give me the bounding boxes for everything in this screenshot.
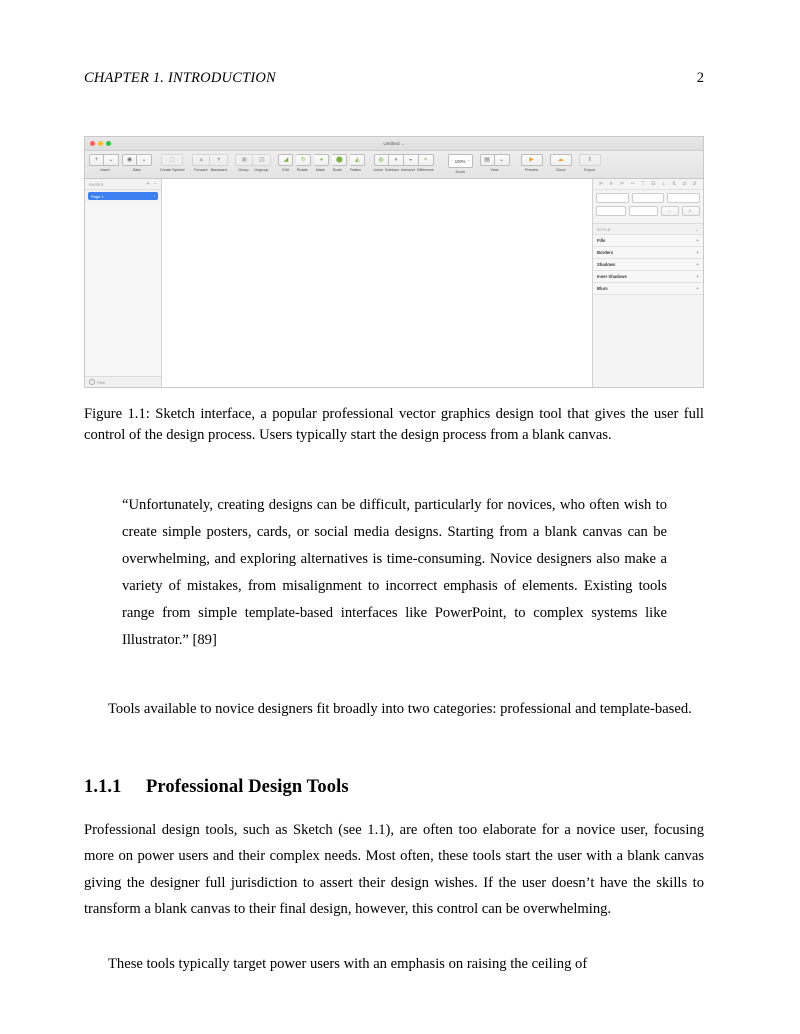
toolbar-group-arrange-labels bbox=[192, 168, 228, 172]
inspector-row-label: Borders bbox=[597, 250, 614, 255]
zoom-in-icon[interactable]: + bbox=[467, 159, 470, 163]
toolbar-group-zoom-labels bbox=[448, 170, 473, 174]
inspector-sidebar[interactable] bbox=[592, 179, 703, 387]
edit-icon: ◢ bbox=[283, 157, 289, 163]
union-button[interactable] bbox=[374, 154, 389, 166]
toolbar-group-zoom[interactable] bbox=[448, 154, 473, 174]
geometry-row-size[interactable] bbox=[596, 206, 700, 216]
y-field[interactable] bbox=[632, 193, 665, 203]
data-dropdown[interactable] bbox=[137, 154, 152, 166]
difference-icon: ◓ bbox=[423, 157, 428, 163]
mask-icon: ◕ bbox=[319, 157, 324, 163]
pages-section-title: PAGES bbox=[89, 181, 104, 187]
toolbar-label-difference: Difference bbox=[416, 167, 434, 172]
flatten-button[interactable] bbox=[350, 154, 365, 166]
flip-horizontal-button[interactable]: ⇔ bbox=[661, 206, 679, 216]
window-titlebar bbox=[85, 137, 703, 151]
group-button[interactable] bbox=[235, 154, 253, 166]
toolbar-group-grouping[interactable] bbox=[235, 154, 271, 172]
toolbar-group-grouping-labels bbox=[235, 168, 271, 172]
alignment-toolbar[interactable] bbox=[593, 179, 703, 190]
chevron-down-icon[interactable]: ⌄ bbox=[401, 141, 405, 146]
add-page-icon[interactable]: + bbox=[146, 181, 150, 187]
toolbar-label-zoom: Zoom bbox=[455, 169, 465, 174]
toolbar-label-data: Data bbox=[132, 167, 141, 172]
edit-button[interactable] bbox=[278, 154, 293, 166]
play-icon: ▶ bbox=[529, 157, 534, 163]
rotation-field[interactable] bbox=[667, 193, 700, 203]
toolbar-label-edit: Edit bbox=[282, 167, 289, 172]
intersect-icon: ◒ bbox=[408, 157, 413, 163]
ungroup-icon: ▥ bbox=[259, 157, 265, 163]
union-icon: ◍ bbox=[378, 157, 384, 163]
layers-list[interactable] bbox=[85, 202, 161, 376]
chevron-right-icon[interactable]: › bbox=[153, 194, 155, 198]
inspector-row-label: Blurs bbox=[597, 286, 608, 291]
flatten-icon: ◭ bbox=[355, 157, 360, 163]
toolbar-group-export[interactable] bbox=[579, 154, 601, 172]
cloud-icon: ☁ bbox=[557, 157, 564, 163]
toolbar-label-export: Export bbox=[584, 167, 595, 172]
toolbar-group-view-labels bbox=[480, 168, 510, 172]
insert-dropdown[interactable] bbox=[104, 154, 119, 166]
chevron-down-icon[interactable]: ⌄ bbox=[695, 226, 699, 232]
subsection-heading bbox=[84, 777, 704, 798]
flip-v-icon[interactable]: ⇵ bbox=[692, 180, 697, 187]
add-fill-icon[interactable]: + bbox=[696, 237, 699, 244]
layers-sidebar[interactable] bbox=[85, 179, 162, 387]
toolbar-label-scale: Scale bbox=[332, 167, 342, 172]
forward-button[interactable] bbox=[192, 154, 210, 166]
width-field[interactable] bbox=[596, 206, 626, 216]
toolbar-label-mask: Mask bbox=[315, 167, 325, 172]
add-shadow-icon[interactable]: + bbox=[696, 261, 699, 268]
figure-1-1 bbox=[84, 136, 704, 388]
data-icon: ◉ bbox=[126, 157, 133, 163]
inspector-row-label: Fills bbox=[597, 238, 606, 243]
chevron-down-icon: ⌄ bbox=[108, 157, 114, 163]
add-blur-icon[interactable]: + bbox=[696, 285, 699, 292]
toolbar-group-cloud-labels bbox=[550, 168, 572, 172]
mask-button[interactable] bbox=[314, 154, 329, 166]
inspector-row-fills[interactable] bbox=[593, 235, 703, 247]
figure-caption: Figure 1.1: Sketch interface, a popular professional vector graphics design tool that gives the user full control of the design process. Users typically start the design process from a blank canvas. bbox=[84, 406, 704, 443]
scale-icon: ⬤ bbox=[336, 157, 343, 163]
toolbar-group-arrange[interactable] bbox=[192, 154, 228, 172]
view-dropdown[interactable] bbox=[495, 154, 510, 166]
toolbar-group-preview-labels bbox=[521, 168, 543, 172]
toolbar-group-create-symbol[interactable] bbox=[159, 154, 185, 172]
export-button[interactable] bbox=[579, 154, 601, 166]
inspector-row-label: Inner Shadows bbox=[597, 274, 627, 279]
toolbar-group-view[interactable] bbox=[480, 154, 510, 172]
align-center-h-icon[interactable]: ⊪ bbox=[609, 180, 614, 187]
toolbar-label-view: View bbox=[490, 167, 499, 172]
toolbar-group-insert-data-labels bbox=[89, 168, 152, 172]
add-inner-shadow-icon[interactable]: + bbox=[696, 273, 699, 280]
add-border-icon[interactable]: + bbox=[696, 249, 699, 256]
toolbar-label-cloud: Cloud bbox=[555, 167, 566, 172]
toolbar-group-insert-data[interactable] bbox=[89, 154, 152, 172]
chevron-down-icon: ⌄ bbox=[499, 157, 505, 163]
paragraph-3 bbox=[84, 951, 704, 977]
toolbar-label-group: Group bbox=[238, 167, 249, 172]
backward-button[interactable] bbox=[210, 154, 228, 166]
subsection-number: 1.1.1 bbox=[84, 777, 122, 797]
scale-button[interactable] bbox=[332, 154, 347, 166]
toolbar-group-boolean-ops-labels bbox=[372, 168, 434, 172]
align-top-icon[interactable]: ⊤ bbox=[640, 180, 646, 187]
align-right-icon[interactable]: ⊨ bbox=[619, 180, 625, 187]
toolbar-label-forward: Forward bbox=[193, 167, 208, 172]
group-icon: ▣ bbox=[241, 157, 248, 163]
cloud-button[interactable] bbox=[550, 154, 572, 166]
toolbar-group-create-symbol-labels bbox=[159, 168, 185, 172]
intersect-button[interactable] bbox=[404, 154, 419, 166]
distribute-v-icon[interactable]: ⇅ bbox=[672, 180, 677, 187]
view-icon: ▤ bbox=[484, 157, 490, 163]
create-symbol-button[interactable] bbox=[161, 154, 183, 166]
ungroup-button[interactable] bbox=[253, 154, 271, 166]
page-list-item[interactable] bbox=[88, 192, 158, 200]
toolbar-label-union: Union bbox=[373, 167, 384, 172]
toolbar-group-export-labels bbox=[579, 168, 601, 172]
height-field[interactable] bbox=[629, 206, 659, 216]
pages-actions[interactable] bbox=[147, 181, 157, 187]
subsection-title: Professional Design Tools bbox=[146, 777, 349, 797]
document-title[interactable] bbox=[85, 141, 703, 146]
inspector-row-label: Shadows bbox=[597, 262, 616, 267]
difference-button[interactable] bbox=[419, 154, 434, 166]
plus-icon: + bbox=[94, 157, 99, 163]
app-body bbox=[85, 179, 703, 387]
style-section-title: STYLE bbox=[597, 226, 611, 232]
x-field[interactable] bbox=[596, 193, 629, 203]
export-icon: ⬆ bbox=[587, 157, 593, 163]
bring-forward-icon: ▲ bbox=[198, 157, 205, 163]
toolbar-label-backward: Backward bbox=[210, 167, 227, 172]
zoom-value: 100% bbox=[454, 158, 466, 164]
zoom-control[interactable] bbox=[448, 154, 473, 168]
toolbar-group-shape-tools-labels bbox=[278, 168, 365, 172]
align-middle-icon[interactable]: ⊟ bbox=[651, 180, 656, 187]
toolbar-label-ungroup: Ungroup bbox=[254, 167, 269, 172]
inspector-row-inner-shadows[interactable] bbox=[593, 271, 703, 283]
style-section-header[interactable] bbox=[593, 224, 703, 235]
design-canvas[interactable] bbox=[162, 179, 592, 387]
inspector-row-blurs[interactable] bbox=[593, 283, 703, 295]
inspector-row-borders[interactable] bbox=[593, 247, 703, 259]
inspector-row-shadows[interactable] bbox=[593, 259, 703, 271]
symbol-icon: ◻ bbox=[169, 157, 175, 163]
search-icon bbox=[89, 379, 95, 385]
paragraph-3-text: These tools typically target power users with an emphasis on raising the ceiling of bbox=[108, 956, 588, 972]
layer-filter-input[interactable] bbox=[85, 376, 161, 387]
paragraph-2: Professional design tools, such as Sketch (see 1.1), are often too elaborate for a novice user, focusing more on power users and their complex needs. Most often, these tools start the user with a blank canvas giving the designer full jurisdiction to assert their design wishes. If the user doesn’t have the skills to transform a blank canvas to their final design, however, this control can be overwhelming. bbox=[84, 822, 704, 918]
geometry-row-position[interactable] bbox=[596, 193, 700, 203]
toolbar-label-rotate: Rotate bbox=[296, 167, 308, 172]
block-quote: “Unfortunately, creating designs can be difficult, particularly for novices, who often wish to create simple posters, cards, or social media designs. Starting from a blank canvas can be overwhelming, and exploring alternatives is time-consuming. Novice designers also make a variety of mistakes, from misalignment to incorrect emphasis of elements. Existing tools range from simple template-based interfaces like PowerPoint, to complex systems like Illustrator.” [89] bbox=[122, 497, 667, 648]
sketch-app-window bbox=[84, 136, 704, 388]
insert-button[interactable] bbox=[89, 154, 104, 166]
subtract-button[interactable] bbox=[389, 154, 404, 166]
flip-h-icon[interactable]: ⇄ bbox=[682, 180, 687, 187]
running-header bbox=[84, 70, 704, 87]
paragraph-1 bbox=[84, 696, 704, 722]
document-title-text: Untitled bbox=[383, 141, 400, 146]
chevron-down-icon: ⌄ bbox=[141, 157, 147, 163]
toolbar-label-insert: Insert bbox=[100, 167, 110, 172]
pages-section-header bbox=[85, 179, 161, 190]
page-number: 2 bbox=[696, 70, 704, 86]
align-left-icon[interactable]: ⊫ bbox=[599, 180, 604, 187]
flip-vertical-button[interactable]: ⇕ bbox=[682, 206, 700, 216]
toolbar-group-preview[interactable] bbox=[521, 154, 543, 172]
zoom-out-icon[interactable]: − bbox=[450, 159, 453, 163]
toolbar-label-subtract: Subtract bbox=[385, 167, 399, 172]
toolbar-label-intersect: Intersect bbox=[400, 167, 415, 172]
app-toolbar[interactable] bbox=[85, 151, 703, 179]
toolbar-label-preview: Preview bbox=[525, 167, 539, 172]
geometry-fields[interactable] bbox=[593, 190, 703, 224]
inspector-empty-area bbox=[593, 295, 703, 387]
data-button[interactable] bbox=[122, 154, 137, 166]
subtract-icon: ◑ bbox=[393, 157, 398, 163]
align-bottom-icon[interactable]: ⊥ bbox=[661, 180, 666, 187]
send-backward-icon: ▼ bbox=[215, 157, 222, 163]
toolbar-label-flatten: Flatten bbox=[350, 167, 362, 172]
toolbar-group-shape-tools[interactable] bbox=[278, 154, 365, 172]
distribute-h-icon[interactable]: ⇿ bbox=[630, 180, 635, 187]
rotate-button[interactable] bbox=[296, 154, 311, 166]
chapter-title: CHAPTER 1. INTRODUCTION bbox=[84, 70, 276, 86]
preview-button[interactable] bbox=[521, 154, 543, 166]
toolbar-group-boolean-ops[interactable] bbox=[372, 154, 434, 172]
toolbar-label-create-symbol: Create Symbol bbox=[160, 167, 185, 172]
layer-filter-placeholder: Filter bbox=[97, 379, 106, 385]
rotate-icon: ↻ bbox=[300, 157, 306, 163]
toolbar-group-cloud[interactable] bbox=[550, 154, 572, 172]
remove-page-icon[interactable]: − bbox=[153, 181, 157, 187]
paragraph-1-text: Tools available to novice designers fit broadly into two categories: professional and template-based. bbox=[108, 701, 692, 717]
view-button[interactable] bbox=[480, 154, 495, 166]
page-list-item-label: Page 1 bbox=[91, 193, 104, 199]
